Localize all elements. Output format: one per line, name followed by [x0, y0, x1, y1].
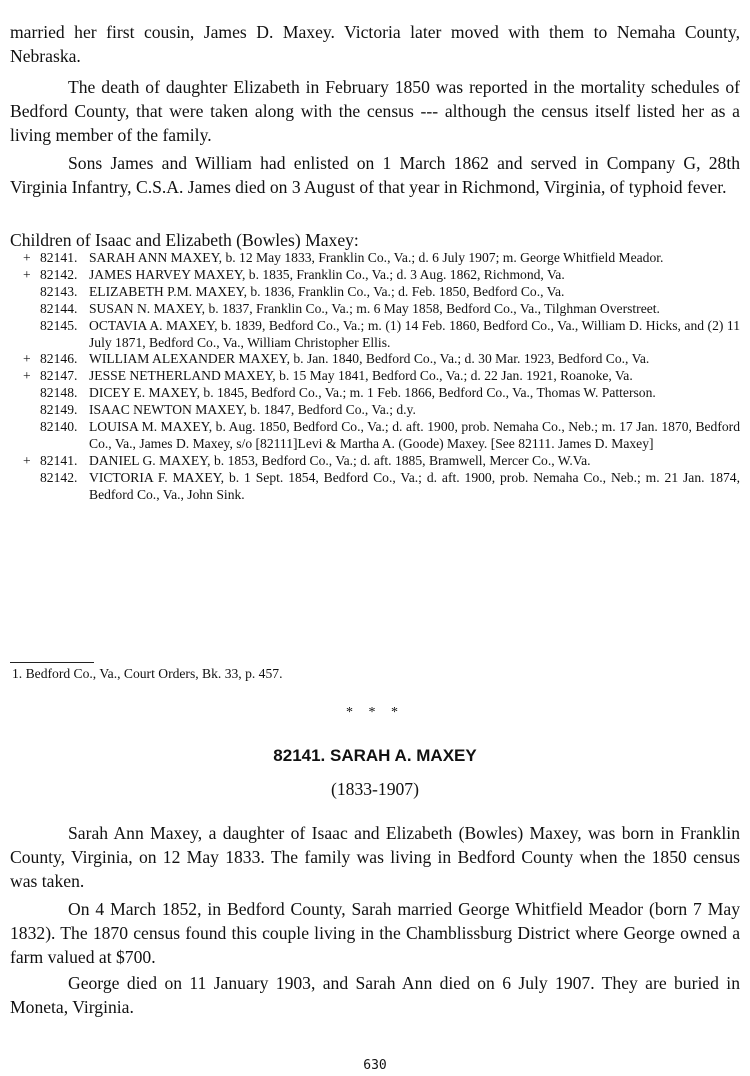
- child-text: ELIZABETH P.M. MAXEY, b. 1836, Franklin Co., Va.; d. Feb. 1850, Bedford Co., Va.: [89, 283, 565, 299]
- descendant-marker: +: [23, 250, 31, 265]
- child-number: 82149.: [40, 402, 78, 418]
- child-text: SARAH ANN MAXEY, b. 12 May 1833, Franklin Co., Va.; d. 6 July 1907; m. George Whitfield Meador.: [89, 250, 664, 265]
- child-entry: [10, 318, 740, 352]
- child-entry: [10, 301, 740, 318]
- child-number: 82142.: [40, 469, 78, 485]
- children-list: [10, 250, 740, 504]
- child-text: WILLIAM ALEXANDER MAXEY, b. Jan. 1840, Bedford Co., Va.; d. 30 Mar. 1923, Bedford Co., Va.: [89, 351, 650, 367]
- child-entry: [10, 250, 740, 267]
- paragraph: George died on 11 January 1903, and Sarah Ann died on 6 July 1907. They are buried in Moneta, Virginia.: [10, 973, 740, 1017]
- child-entry: [10, 419, 740, 453]
- child-entry: [10, 402, 740, 419]
- child-number: 82148.: [40, 385, 78, 401]
- child-entry: [10, 470, 740, 504]
- child-number: 82144.: [40, 300, 78, 316]
- descendant-marker: +: [23, 266, 31, 282]
- child-number: 82143.: [40, 283, 78, 299]
- footnote-rule: [10, 662, 94, 663]
- child-number: 82147.: [40, 368, 78, 384]
- child-text: LOUISA M. MAXEY, b. Aug. 1850, Bedford Co., Va.; d. aft. 1900, prob. Nemaha Co., Neb.; m. 17 Jan. 1870, Bedford Co., Va., James D. Maxey, s/o [82111]Levi & Martha A. (Goode) Maxey. [See 82111. James D. Maxey]: [89, 419, 740, 451]
- children-heading: Children of Isaac and Elizabeth (Bowles) Maxey:: [10, 230, 359, 250]
- paragraph: married her first cousin, James D. Maxey. Victoria later moved with them to Nemaha County, Nebraska.: [10, 22, 740, 66]
- paragraph: Sons James and William had enlisted on 1 March 1862 and served in Company G, 28th Virginia Infantry, C.S.A. James died on 3 August of that year in Richmond, Virginia, of typhoid fever.: [10, 153, 740, 197]
- child-text: DANIEL G. MAXEY, b. 1853, Bedford Co., Va.; d. aft. 1885, Bramwell, Mercer Co., W.Va.: [89, 452, 591, 468]
- child-number: 82142.: [40, 266, 78, 282]
- child-entry: [10, 453, 740, 470]
- paragraph: The death of daughter Elizabeth in February 1850 was reported in the mortality schedules of Bedford County, that were taken along with the census --- although the census itself listed her as a living member of the family.: [10, 77, 740, 145]
- child-text: SUSAN N. MAXEY, b. 1837, Franklin Co., Va.; m. 6 May 1858, Bedford Co., Va., Tilghman Overstreet.: [89, 300, 660, 316]
- page-number: 630: [363, 1058, 387, 1073]
- descendant-marker: +: [23, 368, 31, 384]
- child-number: 82141.: [40, 452, 78, 468]
- child-entry: [10, 385, 740, 402]
- section-dates: (1833-1907): [331, 779, 419, 799]
- child-entry: [10, 368, 740, 385]
- child-text: VICTORIA F. MAXEY, b. 1 Sept. 1854, Bedford Co., Va.; d. aft. 1900, prob. Nemaha Co., Neb.; m. 21 Jan. 1874, Bedford Co., Va., John Sink.: [89, 469, 740, 502]
- descendant-marker: +: [23, 351, 31, 367]
- child-number: 82141.: [40, 250, 78, 265]
- child-entry: [10, 351, 740, 368]
- child-text: DICEY E. MAXEY, b. 1845, Bedford Co., Va.; m. 1 Feb. 1866, Bedford Co., Va., Thomas W. Patterson.: [89, 385, 656, 401]
- descendant-marker: +: [23, 452, 31, 468]
- section-separator: * * *: [346, 705, 404, 720]
- section-title: 82141. SARAH A. MAXEY: [273, 746, 477, 765]
- child-text: JAMES HARVEY MAXEY, b. 1835, Franklin Co., Va.; d. 3 Aug. 1862, Richmond, Va.: [89, 266, 565, 282]
- child-text: ISAAC NEWTON MAXEY, b. 1847, Bedford Co., Va.; d.y.: [89, 402, 416, 418]
- footnote: 1. Bedford Co., Va., Court Orders, Bk. 33, p. 457.: [12, 666, 283, 681]
- paragraph: On 4 March 1852, in Bedford County, Sarah married George Whitfield Meador (born 7 May 1832). The 1870 census found this couple living in the Chamblissburg District where George owned a farm valued at $700.: [10, 899, 740, 967]
- child-number: 82146.: [40, 351, 78, 367]
- child-number: 82145.: [40, 317, 78, 333]
- child-text: JESSE NETHERLAND MAXEY, b. 15 May 1841, Bedford Co., Va.; d. 22 Jan. 1921, Roanoke, Va.: [89, 368, 633, 384]
- child-number: 82140.: [40, 419, 78, 435]
- child-entry: [10, 267, 740, 284]
- paragraph: Sarah Ann Maxey, a daughter of Isaac and Elizabeth (Bowles) Maxey, was born in Franklin County, Virginia, on 12 May 1833. The family was living in Bedford County when the 1850 census was taken.: [10, 823, 740, 891]
- child-text: OCTAVIA A. MAXEY, b. 1839, Bedford Co., Va.; m. (1) 14 Feb. 1860, Bedford Co., Va., William D. Hicks, and (2) 11 July 1871, Bedford Co., Va., William Christopher Ellis.: [89, 317, 740, 350]
- child-entry: [10, 284, 740, 301]
